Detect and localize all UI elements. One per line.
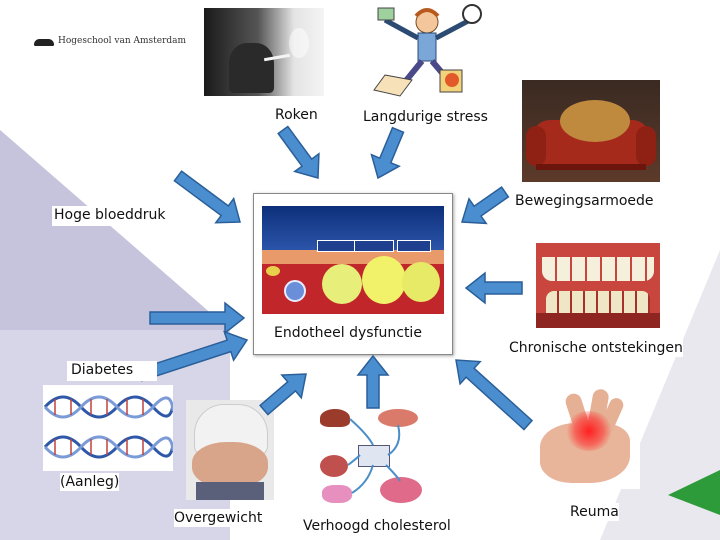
center-frame	[253, 193, 453, 355]
logo	[34, 36, 204, 50]
logo-text: Hogeschool van Amsterdam	[58, 36, 187, 46]
overweight-image	[186, 400, 274, 500]
cholesterol-image	[318, 405, 428, 511]
center-caption: Endotheel dysfunctie	[274, 325, 422, 341]
dna-image	[43, 385, 173, 471]
label-hoge-bloeddruk: Hoge bloeddruk	[52, 206, 174, 226]
label-overgewicht: Overgewicht	[174, 510, 263, 526]
logo-mark-icon	[34, 39, 54, 46]
label-bewegingsarmoede: Bewegingsarmoede	[515, 193, 654, 209]
label-chronische-ontstekingen: Chronische ontstekingen	[509, 340, 683, 356]
couch-potato-image	[522, 80, 660, 182]
rheuma-hand-image	[530, 383, 640, 489]
label-langdurige-stress: Langdurige stress	[363, 109, 488, 125]
label-aanleg: (Aanleg)	[60, 474, 120, 490]
stress-image	[360, 0, 495, 100]
gums-image	[536, 243, 660, 328]
label-diabetes: Diabetes	[67, 361, 157, 381]
label-verhoogd-cholesterol: Verhoogd cholesterol	[303, 518, 451, 534]
label-roken: Roken	[275, 107, 318, 123]
smoking-image	[204, 8, 324, 96]
endothelium-image	[262, 206, 444, 314]
label-reuma: Reuma	[570, 504, 619, 520]
